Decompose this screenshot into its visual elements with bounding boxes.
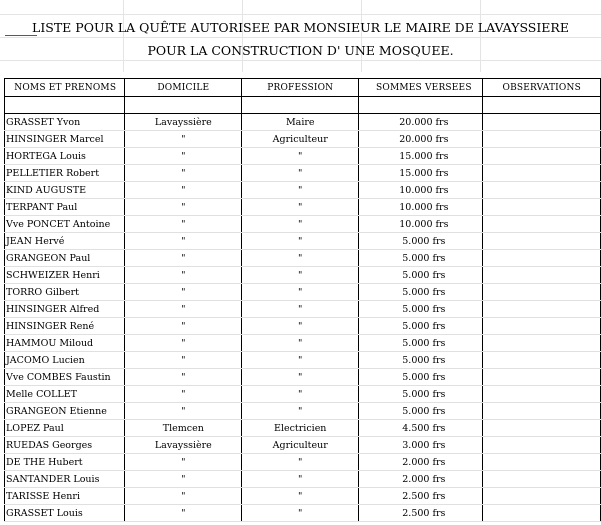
title-underline-mark bbox=[5, 35, 37, 36]
cell-domicile: " bbox=[125, 386, 242, 403]
cell-name: DE THE Hubert bbox=[5, 454, 125, 471]
cell-profession: " bbox=[242, 301, 359, 318]
cell-profession: " bbox=[242, 267, 359, 284]
cell-profession: Agriculteur bbox=[242, 131, 359, 148]
cell-name: Melle COLLET bbox=[5, 386, 125, 403]
cell-profession: " bbox=[242, 165, 359, 182]
cell-observation bbox=[483, 199, 601, 216]
table-row bbox=[5, 216, 601, 233]
cell-profession: Maire bbox=[242, 114, 359, 131]
cell-observation bbox=[483, 471, 601, 488]
table-row bbox=[5, 471, 601, 488]
cell-profession: " bbox=[242, 148, 359, 165]
table-row bbox=[5, 131, 601, 148]
grid-line bbox=[480, 0, 481, 72]
cell-observation bbox=[483, 352, 601, 369]
cell-somme: 15.000 frs bbox=[359, 165, 483, 182]
cell-name: HORTEGA Louis bbox=[5, 148, 125, 165]
header-sommes: SOMMES VERSEES bbox=[359, 79, 483, 97]
document-subtitle: POUR LA CONSTRUCTION D' UNE MOSQUEE. bbox=[147, 43, 454, 58]
header-domicile: DOMICILE bbox=[125, 79, 242, 97]
cell-profession: " bbox=[242, 318, 359, 335]
grid-line bbox=[123, 0, 124, 72]
cell-domicile: " bbox=[125, 182, 242, 199]
grid-line bbox=[361, 0, 362, 72]
cell-domicile: " bbox=[125, 216, 242, 233]
cell-observation bbox=[483, 488, 601, 505]
table-row bbox=[5, 454, 601, 471]
cell-observation bbox=[483, 148, 601, 165]
empty-cell bbox=[5, 97, 125, 114]
cell-somme: 5.000 frs bbox=[359, 318, 483, 335]
cell-somme: 2.000 frs bbox=[359, 471, 483, 488]
cell-somme: 5.000 frs bbox=[359, 352, 483, 369]
grid-line bbox=[0, 60, 601, 61]
cell-name: GRANGEON Paul bbox=[5, 250, 125, 267]
cell-name: GRANGEON Etienne bbox=[5, 403, 125, 420]
table-row bbox=[5, 318, 601, 335]
cell-somme: 5.000 frs bbox=[359, 335, 483, 352]
cell-somme: 5.000 frs bbox=[359, 250, 483, 267]
table-row bbox=[5, 488, 601, 505]
table-row bbox=[5, 233, 601, 250]
header-profession: PROFESSION bbox=[242, 79, 359, 97]
cell-domicile: Tlemcen bbox=[125, 420, 242, 437]
cell-profession: " bbox=[242, 471, 359, 488]
cell-profession: " bbox=[242, 216, 359, 233]
cell-observation bbox=[483, 216, 601, 233]
cell-observation bbox=[483, 454, 601, 471]
header-observations: OBSERVATIONS bbox=[483, 79, 601, 97]
cell-domicile: " bbox=[125, 352, 242, 369]
cell-somme: 5.000 frs bbox=[359, 284, 483, 301]
cell-name: HINSINGER Alfred bbox=[5, 301, 125, 318]
cell-profession: " bbox=[242, 182, 359, 199]
cell-profession: " bbox=[242, 199, 359, 216]
cell-somme: 5.000 frs bbox=[359, 403, 483, 420]
table-row bbox=[5, 403, 601, 420]
cell-domicile: Lavayssière bbox=[125, 114, 242, 131]
cell-observation bbox=[483, 250, 601, 267]
grid-line bbox=[0, 14, 601, 15]
cell-domicile: " bbox=[125, 284, 242, 301]
cell-name: GRASSET Louis bbox=[5, 505, 125, 522]
table-row bbox=[5, 420, 601, 437]
cell-name: HAMMOU Miloud bbox=[5, 335, 125, 352]
cell-domicile: " bbox=[125, 403, 242, 420]
cell-observation bbox=[483, 420, 601, 437]
cell-name: KIND AUGUSTE bbox=[5, 182, 125, 199]
cell-profession: " bbox=[242, 352, 359, 369]
cell-name: TARISSE Henri bbox=[5, 488, 125, 505]
cell-observation bbox=[483, 335, 601, 352]
cell-observation bbox=[483, 114, 601, 131]
cell-observation bbox=[483, 131, 601, 148]
cell-profession: " bbox=[242, 233, 359, 250]
grid-line bbox=[0, 37, 601, 38]
table-row bbox=[5, 199, 601, 216]
cell-name: HINSINGER Marcel bbox=[5, 131, 125, 148]
cell-profession: " bbox=[242, 369, 359, 386]
table-header-row bbox=[5, 79, 601, 97]
cell-domicile: " bbox=[125, 318, 242, 335]
cell-somme: 15.000 frs bbox=[359, 148, 483, 165]
cell-domicile: " bbox=[125, 335, 242, 352]
cell-domicile: " bbox=[125, 267, 242, 284]
empty-cell bbox=[242, 97, 359, 114]
cell-name: TORRO Gilbert bbox=[5, 284, 125, 301]
table-row bbox=[5, 352, 601, 369]
cell-domicile: Lavayssière bbox=[125, 437, 242, 454]
cell-somme: 2.000 frs bbox=[359, 454, 483, 471]
empty-cell bbox=[483, 97, 601, 114]
cell-somme: 10.000 frs bbox=[359, 216, 483, 233]
table-row bbox=[5, 250, 601, 267]
table-row bbox=[5, 148, 601, 165]
table-body bbox=[5, 97, 601, 522]
cell-domicile: " bbox=[125, 233, 242, 250]
cell-name: LOPEZ Paul bbox=[5, 420, 125, 437]
cell-name: Vve COMBES Faustin bbox=[5, 369, 125, 386]
cell-profession: " bbox=[242, 454, 359, 471]
cell-name: GRASSET Yvon bbox=[5, 114, 125, 131]
cell-somme: 20.000 frs bbox=[359, 114, 483, 131]
cell-name: JACOMO Lucien bbox=[5, 352, 125, 369]
cell-somme: 5.000 frs bbox=[359, 369, 483, 386]
grid-line bbox=[242, 0, 243, 72]
cell-domicile: " bbox=[125, 369, 242, 386]
cell-name: SCHWEIZER Henri bbox=[5, 267, 125, 284]
table-row bbox=[5, 505, 601, 522]
cell-observation bbox=[483, 182, 601, 199]
cell-somme: 10.000 frs bbox=[359, 182, 483, 199]
cell-profession: " bbox=[242, 335, 359, 352]
cell-profession: " bbox=[242, 250, 359, 267]
cell-domicile: " bbox=[125, 250, 242, 267]
table-row bbox=[5, 369, 601, 386]
cell-somme: 2.500 frs bbox=[359, 505, 483, 522]
table-row bbox=[5, 182, 601, 199]
table-row bbox=[5, 335, 601, 352]
cell-profession: " bbox=[242, 386, 359, 403]
cell-profession: " bbox=[242, 488, 359, 505]
cell-somme: 5.000 frs bbox=[359, 386, 483, 403]
cell-somme: 2.500 frs bbox=[359, 488, 483, 505]
cell-observation bbox=[483, 165, 601, 182]
cell-profession: Electricien bbox=[242, 420, 359, 437]
cell-domicile: " bbox=[125, 471, 242, 488]
donation-table bbox=[4, 78, 601, 522]
empty-cell bbox=[359, 97, 483, 114]
cell-name: PELLETIER Robert bbox=[5, 165, 125, 182]
cell-domicile: " bbox=[125, 488, 242, 505]
cell-name: Vve PONCET Antoine bbox=[5, 216, 125, 233]
cell-name: TERPANT Paul bbox=[5, 199, 125, 216]
cell-domicile: " bbox=[125, 199, 242, 216]
cell-name: JEAN Hervé bbox=[5, 233, 125, 250]
cell-observation bbox=[483, 301, 601, 318]
cell-somme: 20.000 frs bbox=[359, 131, 483, 148]
cell-observation bbox=[483, 233, 601, 250]
cell-observation bbox=[483, 386, 601, 403]
cell-name: HINSINGER René bbox=[5, 318, 125, 335]
cell-profession: " bbox=[242, 403, 359, 420]
cell-somme: 3.000 frs bbox=[359, 437, 483, 454]
cell-domicile: " bbox=[125, 165, 242, 182]
cell-observation bbox=[483, 505, 601, 522]
cell-profession: Agriculteur bbox=[242, 437, 359, 454]
cell-name: RUEDAS Georges bbox=[5, 437, 125, 454]
document-title: LISTE POUR LA QUÊTE AUTORISEE PAR MONSIEUR LE MAIRE DE LAVAYSSIERE bbox=[32, 20, 569, 35]
cell-observation bbox=[483, 318, 601, 335]
header-names: NOMS ET PRENOMS bbox=[5, 79, 125, 97]
cell-observation bbox=[483, 267, 601, 284]
table-row bbox=[5, 437, 601, 454]
cell-domicile: " bbox=[125, 505, 242, 522]
empty-cell bbox=[125, 97, 242, 114]
cell-somme: 10.000 frs bbox=[359, 199, 483, 216]
cell-somme: 4.500 frs bbox=[359, 420, 483, 437]
cell-domicile: " bbox=[125, 454, 242, 471]
cell-observation bbox=[483, 403, 601, 420]
cell-domicile: " bbox=[125, 148, 242, 165]
table-row bbox=[5, 284, 601, 301]
cell-somme: 5.000 frs bbox=[359, 301, 483, 318]
table-spacer-row bbox=[5, 97, 601, 114]
table-row bbox=[5, 301, 601, 318]
cell-observation bbox=[483, 437, 601, 454]
table-row bbox=[5, 114, 601, 131]
table-row bbox=[5, 165, 601, 182]
cell-domicile: " bbox=[125, 301, 242, 318]
cell-somme: 5.000 frs bbox=[359, 233, 483, 250]
cell-profession: " bbox=[242, 284, 359, 301]
cell-name: SANTANDER Louis bbox=[5, 471, 125, 488]
table-row bbox=[5, 386, 601, 403]
table-row bbox=[5, 267, 601, 284]
cell-profession: " bbox=[242, 505, 359, 522]
cell-observation bbox=[483, 284, 601, 301]
cell-observation bbox=[483, 369, 601, 386]
cell-domicile: " bbox=[125, 131, 242, 148]
cell-somme: 5.000 frs bbox=[359, 267, 483, 284]
